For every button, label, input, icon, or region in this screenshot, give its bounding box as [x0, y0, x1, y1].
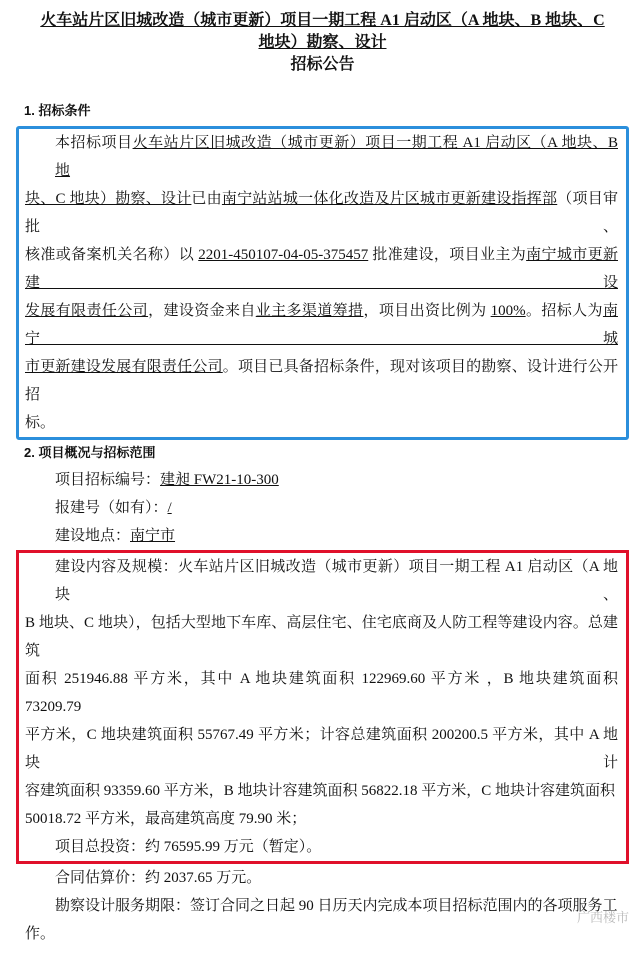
- text-segment: 本招标项目: [55, 135, 133, 151]
- title-text-1: 火车站片区旧城改造（城市更新）项目一期工程 A1 启动区（A 地块、B 地块、C: [40, 12, 605, 29]
- text-segment: 南宁站站城一体化改造及片区城市更新建设指挥部: [221, 191, 558, 207]
- section2-heading: 2. 项目概况与招标范围: [24, 445, 156, 460]
- document-subtitle: 招标公告: [290, 56, 355, 73]
- text-line: [25, 522, 621, 550]
- section1-heading: 1. 招标条件: [24, 103, 91, 118]
- text-line: [25, 129, 618, 185]
- text-line: [25, 185, 618, 241]
- text-segment: 南宁城市更新建设: [25, 247, 618, 291]
- document-title-line1: [32, 10, 613, 32]
- text-segment: 2201-450107-04-05-375457: [198, 247, 369, 263]
- text-segment: 项目招标编号：: [55, 472, 161, 488]
- text-segment: 标。: [25, 415, 56, 431]
- text-segment: 市更新建设发展有限责任公司: [25, 359, 223, 375]
- text-line: [25, 553, 618, 609]
- text-segment: 业主多渠道筹措: [255, 303, 364, 319]
- title-text-2: 地块）勘察、设计: [258, 34, 387, 51]
- text-line: [25, 892, 621, 920]
- text-segment: B 地块、C 地块），包括大型地下车库、高层住宅、住宅底商及人防工程等建设内容。总建筑: [25, 615, 618, 659]
- text-line: [25, 297, 618, 353]
- section2-outro: [16, 864, 629, 948]
- highlight-box-red: [16, 550, 629, 864]
- text-segment: （项目审批、: [25, 191, 618, 235]
- text-line: [25, 494, 621, 522]
- text-segment: 面积 251946.88 平方米，其中 A 地块建筑面积 122969.60 平方米 ，B 地块建筑面积 73209.79: [25, 671, 618, 715]
- text-segment: 发展有限责任公司: [25, 303, 149, 319]
- text-line: [25, 833, 618, 861]
- text-segment: 火车站片区旧城改造（城市更新）项目一期工程 A1 启动区（A 地块、B 地: [55, 135, 618, 179]
- document-title-line2: [32, 32, 613, 54]
- text-segment: 容建筑面积 93359.60 平方米，B 地块计容建筑面积 56822.18 平方米，C 地块计容建筑面积: [25, 783, 616, 799]
- text-segment: 合同估算价：约 2037.65 万元。: [55, 870, 262, 886]
- text-line: [25, 665, 618, 721]
- text-line: [25, 241, 618, 297]
- text-line: [25, 409, 618, 437]
- text-segment: 建昶 FW21-10-300: [160, 472, 279, 488]
- text-segment: /: [167, 500, 172, 516]
- text-line: [25, 609, 618, 665]
- text-line: [25, 920, 621, 948]
- section2-intro: [16, 466, 629, 550]
- text-segment: ，建设资金来自: [148, 303, 256, 319]
- text-segment: 作。: [25, 926, 56, 942]
- text-segment: 。招标人为: [525, 303, 603, 319]
- text-segment: 块、C 地块）勘察、设计: [25, 191, 192, 207]
- text-segment: 勘察设计服务期限：签订合同之日起 90 日历天内完成本项目招标范围内的各项服务工: [55, 898, 618, 914]
- text-line: [25, 353, 618, 409]
- text-segment: 50018.72 平方米，最高建筑高度 79.90 米；: [25, 811, 307, 827]
- text-segment: 南宁城: [25, 303, 618, 347]
- text-segment: 平方米，C 地块建筑面积 55767.49 平方米；计容总建筑面积 200200.5 平方米，其中 A 地块计: [25, 727, 618, 771]
- text-segment: ，项目出资比例为: [363, 303, 491, 319]
- text-segment: 核准或备案机关名称）以: [25, 247, 199, 263]
- document-title: [16, 10, 629, 76]
- text-line: [25, 721, 618, 777]
- text-segment: 。项目已具备招标条件，现对该项目的勘察、设计进行公开招: [25, 359, 618, 403]
- text-line: [25, 805, 618, 833]
- text-line: [25, 777, 618, 805]
- text-segment: 已由: [191, 191, 222, 207]
- watermark: 广西楼市: [576, 911, 629, 926]
- text-segment: 批准建设，项目业主为: [368, 247, 527, 263]
- text-segment: 南宁市: [130, 528, 176, 544]
- text-segment: 100%: [490, 303, 526, 319]
- highlight-box-blue: [16, 126, 629, 440]
- text-line: [25, 864, 621, 892]
- text-segment: 建设内容及规模：火车站片区旧城改造（城市更新）项目一期工程 A1 启动区（A 地块、: [55, 559, 618, 603]
- text-segment: 项目总投资：约 76595.99 万元（暂定）。: [55, 839, 322, 855]
- text-segment: 建设地点：: [55, 528, 131, 544]
- text-segment: 报建号（如有）：: [55, 500, 168, 516]
- text-line: [25, 466, 621, 494]
